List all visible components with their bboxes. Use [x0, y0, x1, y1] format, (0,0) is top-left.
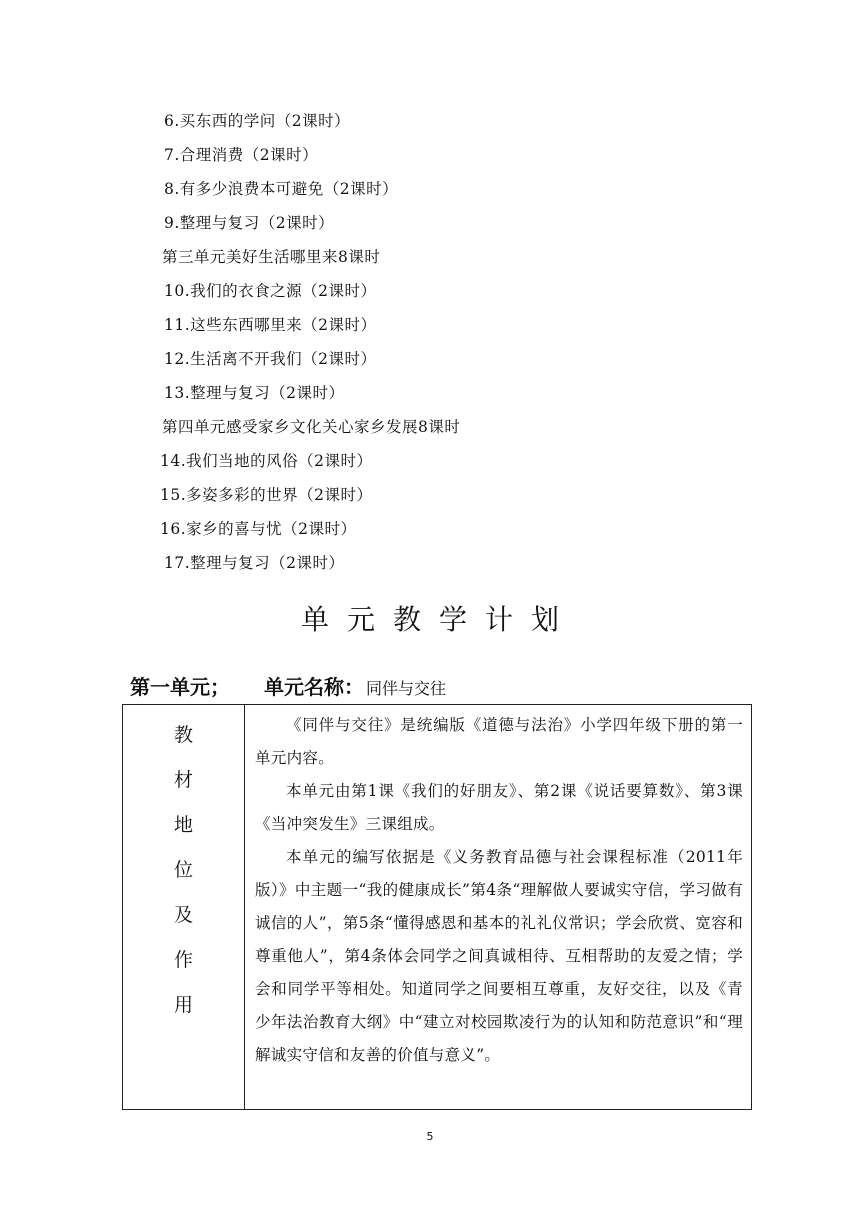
list-item: 7.合理消费（2课时） [164, 146, 319, 164]
list-item: 9.整理与复习（2课时） [164, 214, 335, 232]
unit-heading-3: 第三单元美好生活哪里来8课时 [162, 248, 381, 266]
table-label-char: 教 [173, 724, 193, 746]
lesson-list [160, 108, 760, 584]
list-item: 15.多姿多彩的世界（2课时） [160, 486, 373, 504]
table-label-char: 地 [173, 814, 193, 836]
table-content-column [245, 705, 751, 1109]
table-label-char: 位 [173, 859, 193, 881]
list-item: 14.我们当地的风俗（2课时） [160, 452, 373, 470]
paragraph: 本单元由第1课《我们的好朋友》、第2课《说话要算数》、第3课《当冲突发生》三课组成。 [255, 782, 743, 833]
unit-header [130, 671, 446, 700]
paragraph: 《同伴与交往》是统编版《道德与法治》小学四年级下册的第一单元内容。 [255, 716, 743, 767]
unit-label: 第一单元； [130, 675, 230, 699]
page-number: 5 [426, 1130, 434, 1143]
table-label-char: 作 [173, 949, 193, 971]
table-label-char: 及 [173, 904, 193, 926]
teaching-material-table [122, 704, 752, 1110]
list-item: 10.我们的衣食之源（2课时） [164, 282, 377, 300]
list-item: 11.这些东西哪里来（2课时） [164, 316, 377, 334]
table-label-char: 用 [173, 994, 193, 1016]
page-title: 单元教学计划 [300, 603, 577, 636]
list-item: 13.整理与复习（2课时） [164, 384, 345, 402]
unit-name-label: 单元名称： [264, 675, 364, 699]
table-label-column [123, 705, 245, 1109]
list-item: 6.买东西的学问（2课时） [164, 112, 351, 130]
list-item: 16.家乡的喜与忧（2课时） [160, 520, 357, 538]
unit-heading-4: 第四单元感受家乡文化关心家乡发展8课时 [162, 418, 461, 436]
unit-name-value: 同伴与交往 [366, 679, 447, 698]
list-item: 17.整理与复习（2课时） [164, 554, 345, 572]
list-item: 12.生活离不开我们（2课时） [164, 350, 377, 368]
paragraph: 本单元的编写依据是《义务教育品德与社会课程标准（2011年版）》中主题一“我的健康成长”第4条“理解做人要诚实守信，学习做有诚信的人”，第5条“懂得感恩和基本的礼礼仪常识；学会欣赏、宽容和尊重他人”，第4条体会同学之间真诚相待、互相帮助的友爱之情；学会和同学平等相处。知道同学之间要相互尊重，友好交往，以及《青少年法治教育大纲》中“建立对校园欺凌行为的认知和防范意识”和“理解诚实守信和友善的价值与意义”。 [255, 848, 743, 1064]
table-label-char: 材 [173, 769, 193, 791]
list-item: 8.有多少浪费本可避免（2课时） [164, 180, 399, 198]
